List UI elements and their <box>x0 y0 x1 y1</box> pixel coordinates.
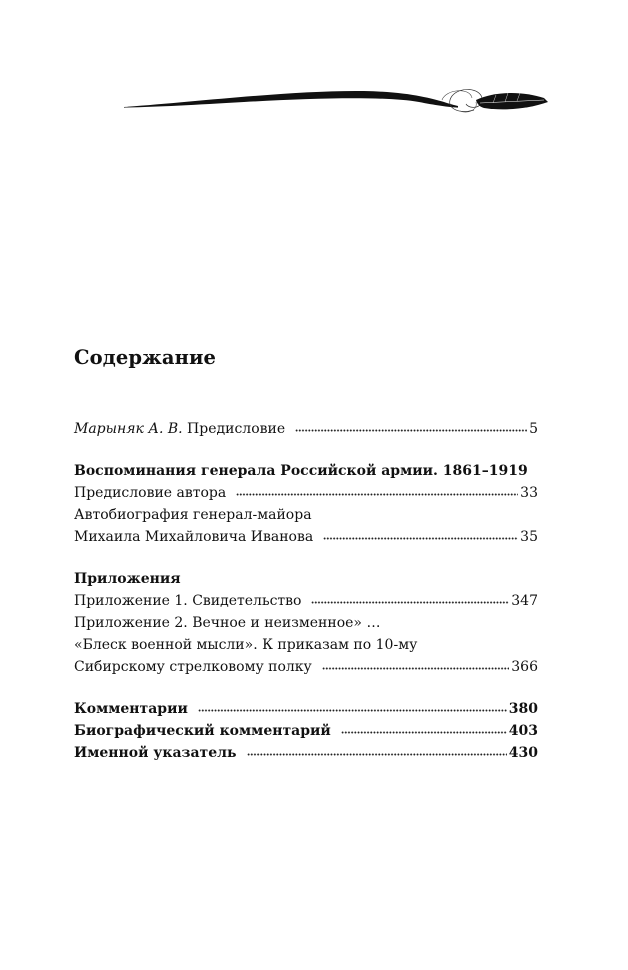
page-number: 430 <box>508 745 538 761</box>
entry-title: Сибирскому стрелковому полку <box>74 659 312 675</box>
page-number: 5 <box>529 421 538 437</box>
swash-line <box>124 91 458 108</box>
toc-entry-comments[interactable] <box>74 698 538 720</box>
entry-title: Михаила Михайловича Иванова <box>74 529 314 545</box>
dot-leader <box>323 526 518 540</box>
toc-entry-appendix-2-line1[interactable] <box>74 612 538 634</box>
entry-title: Биографический комментарий <box>74 723 331 739</box>
toc-entry-name-index[interactable] <box>74 742 538 764</box>
section-heading-appendices: Приложения <box>74 571 181 587</box>
entry-title: Комментарии <box>74 701 188 717</box>
toc-entry-author-preface[interactable] <box>74 482 538 504</box>
page-number: 380 <box>508 701 538 717</box>
page-number: 33 <box>520 485 538 501</box>
entry-title: Именной указатель <box>74 745 237 761</box>
toc-entry-appendix-2-line2[interactable] <box>74 634 538 656</box>
toc-entry-autobiography-line1[interactable] <box>74 504 538 526</box>
page-number: 347 <box>511 593 538 609</box>
dot-leader <box>341 720 507 734</box>
quill-ornament <box>124 80 548 128</box>
swirl-tail <box>460 102 476 112</box>
dot-leader <box>198 698 507 712</box>
entry-title: «Блеск военной мысли». К приказам по 10-му <box>74 637 418 653</box>
dot-leader <box>247 742 507 756</box>
dot-leader <box>236 482 518 496</box>
toc-entry-preface[interactable] <box>74 418 538 440</box>
dot-leader <box>295 418 527 432</box>
dot-leader <box>322 656 509 670</box>
entry-title: Предисловие автора <box>74 485 227 501</box>
dot-leader <box>311 590 509 604</box>
entry-title: Автобиография генерал-майора <box>74 507 312 523</box>
entry-author: Марыняк А. В. <box>74 421 183 437</box>
entry-title: Предисловие <box>187 421 286 437</box>
toc-entry-appendix-1[interactable] <box>74 590 538 612</box>
entry-title: Приложение 1. Свидетельство <box>74 593 302 609</box>
page-number: 35 <box>520 529 538 545</box>
page-number: 403 <box>508 723 538 739</box>
feather-vane <box>476 93 548 109</box>
toc-entry-appendix-2[interactable] <box>74 656 538 678</box>
section-heading-memoirs: Воспоминания генерала Российской армии. 1861–1919 <box>74 463 528 479</box>
toc-entry-bio-comments[interactable] <box>74 720 538 742</box>
page-title: Содержание <box>74 346 217 369</box>
entry-title: Приложение 2. Вечное и неизменное» … <box>74 615 381 631</box>
toc-entry-autobiography[interactable] <box>74 526 538 548</box>
table-of-contents <box>74 418 538 764</box>
page-number: 366 <box>511 659 538 675</box>
